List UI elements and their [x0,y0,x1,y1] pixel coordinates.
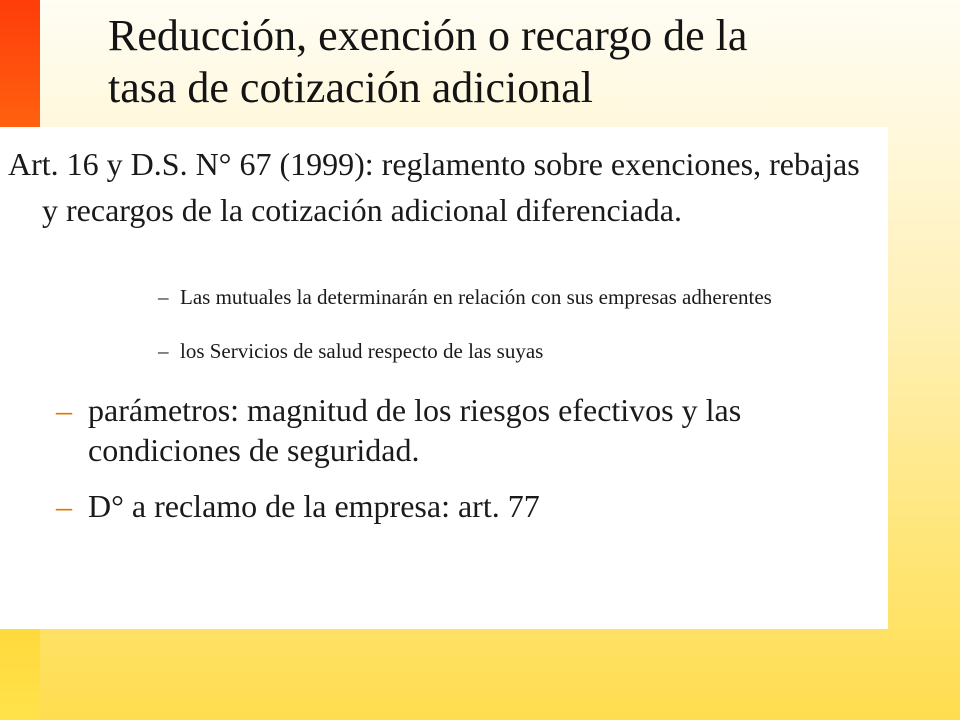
sub-bullet-1 [158,285,820,309]
bullet-reclamo-text: D° a reclamo de la empresa: art. 77 [88,488,540,524]
sub-bullet-2-text: los Servicios de salud respecto de las suyas [180,339,544,363]
dash-marker: – [56,392,72,428]
main-bullet: Art. 16 y D.S. N° 67 (1999): reglamento sobre exenciones, rebajas y recargos de la cotización adicional diferenciada. [8,146,860,228]
slide-title [108,10,928,114]
dash-marker: – [158,339,169,363]
sub-bullet-1-text: Las mutuales la determinarán en relación con sus empresas adherentes [180,285,772,309]
content-panel [0,127,888,629]
bullet-parametros [56,390,788,470]
dash-marker: – [158,285,169,309]
sub-bullet-2 [158,339,820,363]
title-line-2: tasa de cotización adicional [108,63,593,112]
bullet-reclamo [56,486,788,526]
bullet-parametros-text: parámetros: magnitud de los riesgos efectivos y las condiciones de seguridad. [88,392,742,468]
title-line-1: Reducción, exención o recargo de la [108,11,748,60]
dash-marker: – [56,488,72,524]
